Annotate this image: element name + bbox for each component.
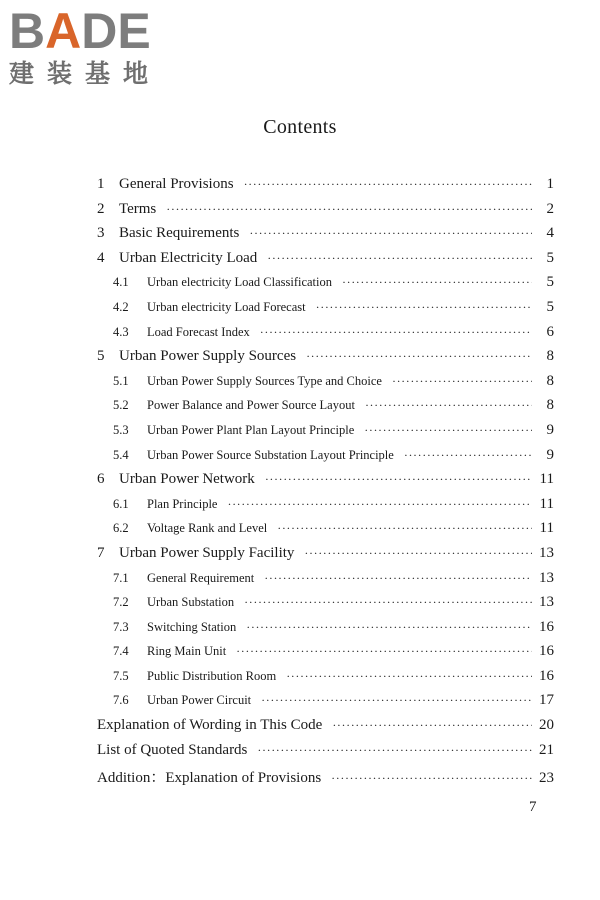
- toc-entry: [97, 274, 554, 299]
- toc-entry-number: 7.2: [113, 595, 129, 610]
- toc-leader-dots: [261, 693, 532, 708]
- toc-entry-number: 4.2: [113, 299, 129, 314]
- toc-entry-number: 1: [97, 176, 105, 192]
- toc-entry: [97, 717, 554, 742]
- toc-leader-dots: [267, 251, 532, 266]
- toc-entry: [97, 545, 554, 570]
- toc-entry-title: Urban Electricity Load: [119, 249, 258, 266]
- toc-entry-page: 16: [539, 643, 554, 660]
- toc-entry: [97, 176, 554, 201]
- toc-entry-page: 11: [539, 495, 554, 512]
- toc-entry: [97, 250, 554, 275]
- toc-leader-dots: [286, 669, 532, 684]
- toc-leader-dots: [265, 472, 532, 487]
- toc-leader-dots: [244, 595, 532, 610]
- toc-entry-number: 2: [97, 200, 105, 217]
- toc-entry-title: Urban electricity Load Classification: [147, 275, 333, 290]
- toc-entry-number: 4.3: [113, 324, 129, 339]
- toc-entry: [97, 643, 554, 668]
- toc-entry-page: 6: [546, 323, 554, 340]
- toc-entry-title: Public Distribution Room: [147, 668, 277, 683]
- toc-entry-title: Urban Power Network: [119, 471, 255, 488]
- toc-leader-dots: [257, 743, 532, 758]
- toc-entry: [97, 299, 554, 324]
- toc-entry: [97, 422, 554, 447]
- toc-entry: [97, 594, 554, 619]
- toc-leader-dots: [331, 771, 532, 786]
- toc-entry-page: 9: [546, 421, 554, 438]
- bade-logo: [9, 3, 174, 90]
- toc-entry-page: 4: [546, 225, 554, 242]
- toc-entry-number: 6: [97, 471, 105, 488]
- toc-entry-title: Urban Power Supply Sources: [119, 348, 297, 365]
- toc-entry: [97, 496, 554, 521]
- toc-entry-number: 7: [97, 544, 105, 561]
- toc-leader-dots: [392, 374, 532, 389]
- toc-entry-number: 7.3: [113, 619, 129, 634]
- toc-entry: [97, 397, 554, 422]
- toc-entry-page: 5: [546, 274, 554, 291]
- toc-entry-number: 7.5: [113, 668, 129, 683]
- toc-entry: [97, 619, 554, 644]
- toc-entry-title: Voltage Rank and Level: [147, 521, 268, 536]
- toc-entry-title: Urban Power Supply Facility: [119, 544, 295, 561]
- toc-entry-page: 23: [539, 770, 554, 787]
- toc-leader-dots: [342, 275, 532, 290]
- toc-leader-dots: [244, 177, 532, 192]
- toc-entry: [97, 570, 554, 595]
- toc-leader-dots: [277, 521, 532, 536]
- toc-leader-dots: [332, 718, 532, 733]
- logo-letter-b: B: [9, 3, 46, 59]
- toc-entry-number: 3: [97, 225, 105, 242]
- toc-entry-page: 2: [546, 200, 554, 217]
- toc-entry-page: 16: [539, 618, 554, 635]
- toc-entry-number: 5.3: [113, 422, 129, 437]
- toc-entry-number: 7.6: [113, 693, 129, 708]
- toc-entry: [97, 520, 554, 545]
- toc-entry-title: General Requirement: [147, 570, 255, 585]
- toc-entry: [97, 225, 554, 250]
- toc-entry-title: General Provisions: [119, 176, 234, 192]
- toc-entry-page: 9: [546, 446, 554, 463]
- toc-entry-page: 8: [546, 397, 554, 414]
- toc-entry-page: 13: [539, 544, 554, 561]
- toc-entry: [97, 201, 554, 226]
- toc-leader-dots: [236, 644, 532, 659]
- toc-leader-dots: [260, 325, 532, 340]
- toc-entry-title: Urban Power Circuit: [147, 693, 252, 708]
- page-number: 7: [529, 799, 537, 815]
- logo-cjk-text: 建装基地: [9, 59, 162, 88]
- toc-entry-page: 8: [546, 348, 554, 365]
- toc-entry-title: Terms: [119, 200, 157, 217]
- toc-entry: [97, 766, 554, 791]
- toc-entry-page: 1: [546, 176, 554, 192]
- toc-entry-page: 11: [539, 471, 554, 488]
- toc-entry-number: 4.1: [113, 275, 129, 290]
- toc-entry-page: 20: [539, 717, 554, 734]
- toc-entry: [97, 471, 554, 496]
- toc-entry-page: 13: [539, 569, 554, 586]
- toc-entry-number: 5.4: [113, 447, 129, 462]
- toc-entry-title: Plan Principle: [147, 496, 218, 511]
- toc-entry-page: 8: [546, 372, 554, 389]
- logo-letter-a-accent: A: [45, 3, 82, 59]
- toc-leader-dots: [364, 423, 532, 438]
- toc-entry-title: List of Quoted Standards: [97, 741, 248, 758]
- toc-entry-title: Urban electricity Load Forecast: [147, 299, 306, 314]
- toc-leader-dots: [404, 448, 532, 463]
- toc-entry-number: 7.4: [113, 644, 129, 659]
- toc-entry-title: Power Balance and Power Source Layout: [147, 398, 355, 413]
- toc-entry-number: 5.2: [113, 398, 129, 413]
- toc-entry-number: 5: [97, 348, 105, 365]
- toc-entry-page: 16: [539, 667, 554, 684]
- toc-leader-dots: [304, 546, 532, 561]
- toc-entry-page: 5: [546, 249, 554, 266]
- toc-leader-dots: [227, 497, 532, 512]
- toc-entry: [97, 692, 554, 717]
- toc-leader-dots: [246, 620, 532, 635]
- logo-wordmark: [9, 3, 174, 59]
- toc-entry: [97, 668, 554, 693]
- toc-entry: [97, 373, 554, 398]
- toc-entry-number: 5.1: [113, 373, 129, 388]
- toc-entry-title: Basic Requirements: [119, 225, 240, 242]
- toc-entry-title: Ring Main Unit: [147, 644, 227, 659]
- toc-entry-number: 7.1: [113, 570, 129, 585]
- toc-entry: [97, 324, 554, 349]
- page-title: Contents: [263, 116, 337, 138]
- toc-entry-title: Explanation of Wording in This Code: [97, 717, 323, 734]
- toc-entry-title: Urban Substation: [147, 595, 235, 610]
- table-of-contents: [97, 176, 554, 791]
- toc-entry-title: Urban Power Source Substation Layout Principle: [147, 447, 394, 462]
- toc-leader-dots: [264, 571, 532, 586]
- toc-leader-dots: [249, 226, 532, 241]
- toc-entry: [97, 742, 554, 767]
- toc-entry-page: 17: [539, 692, 554, 709]
- logo-letters-de: DE: [81, 3, 151, 59]
- toc-entry-page: 13: [539, 594, 554, 611]
- toc-entry: [97, 348, 554, 373]
- toc-leader-dots: [306, 349, 532, 364]
- toc-entry-title: Addition：Explanation of Provisions: [97, 770, 322, 787]
- toc-entry-title: Switching Station: [147, 619, 237, 634]
- toc-entry-page: 5: [546, 298, 554, 315]
- toc-leader-dots: [316, 300, 532, 315]
- toc-entry-number: 6.2: [113, 521, 129, 536]
- toc-entry-title: Urban Power Plant Plan Layout Principle: [147, 422, 355, 437]
- toc-entry: [97, 447, 554, 472]
- toc-entry-title: Urban Power Supply Sources Type and Choice: [147, 373, 382, 388]
- toc-entry-page: 11: [539, 520, 554, 537]
- toc-entry-title: Load Forecast Index: [147, 324, 250, 339]
- toc-leader-dots: [365, 398, 532, 413]
- toc-entry-page: 21: [539, 741, 554, 758]
- toc-entry-number: 6.1: [113, 496, 129, 511]
- toc-entry-number: 4: [97, 249, 105, 266]
- toc-leader-dots: [166, 202, 532, 217]
